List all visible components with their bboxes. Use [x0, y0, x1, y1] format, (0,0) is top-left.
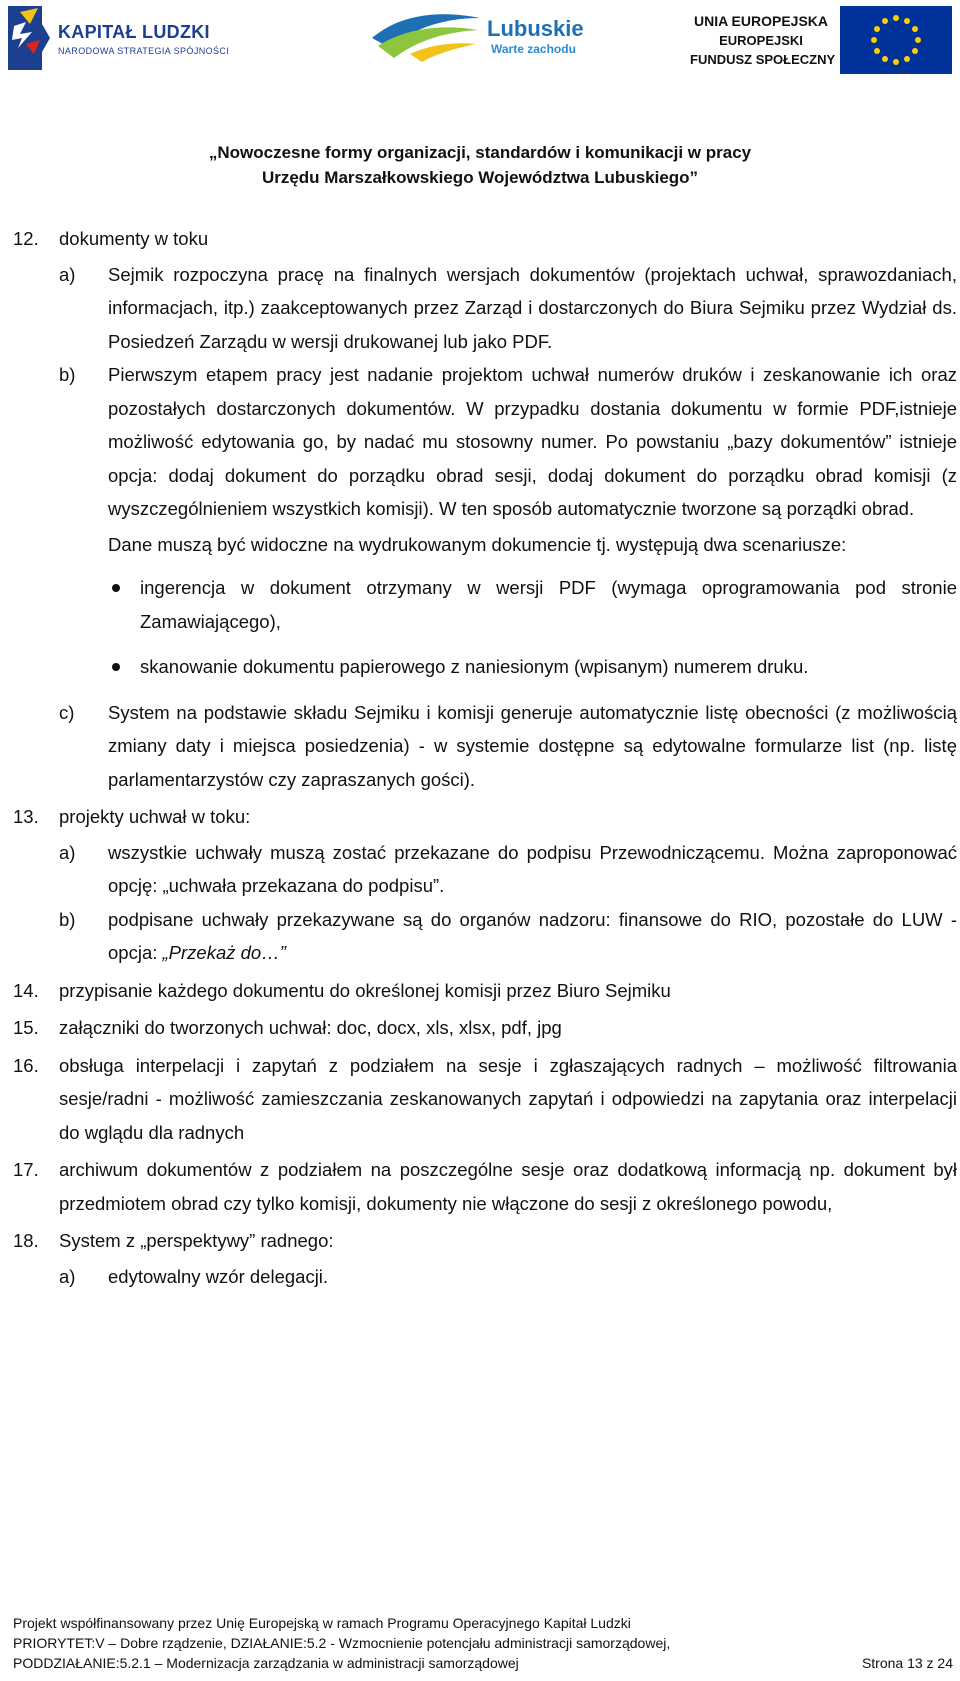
- eu-line-1: UNIA EUROPEJSKA: [693, 13, 829, 29]
- lubuskie-swoosh-icon: [370, 8, 482, 64]
- sub-item-12c: [13, 696, 957, 797]
- bullet-text: ingerencja w dokument otrzymany w wersji PDF (wymaga oprogramowania pod stronie Zamawiającego),: [140, 577, 957, 632]
- sub-item-text: System na podstawie składu Sejmiku i komisji generuje automatycznie listę obecności (z możliwością zmiany daty i miejsca posiedzenia) - w systemie dostępne są edytowalne formularze list (np. listę parlamentarzystów czy zapraszanych gości).: [108, 701, 957, 790]
- item-text: obsługa interpelacji i zapytań z podziałem na sesje i zgłaszających radnych – możliwość filtrowania sesje/radni - możliwość zamieszczania zeskanowanych zapytań i odpowiedzi na zapytania oraz interpelacji do wglądu dla radnych: [59, 1054, 957, 1143]
- item-number: 16.: [13, 1054, 39, 1076]
- lubuskie-logo: [370, 4, 590, 74]
- kapital-ludzki-logo: [6, 4, 230, 74]
- sub-item-letter: a): [59, 1265, 76, 1287]
- eu-esf-logo: [690, 4, 956, 76]
- page-number: Strona 13 z 24: [861, 1655, 953, 1671]
- sub-item-text: Pierwszym etapem pracy jest nadanie projektom uchwał numerów druków i zeskanowanie ich oraz pozostałych dostarczonych dokumentów. W przypadku dostania dokumentu w formie PDF,istnieje możliwość edytowania go, by nadać mu stosowny numer. Po powstaniu „bazy dokumentów” istnieje opcja: dodaj dokument do porządku obrad sesji, dodaj dokument do porządku obrad komisji (z wyszczególnieniem wszystkich komisji). W ten sposób automatycznie tworzone są porządki obrad.: [108, 364, 957, 519]
- sub-item-text: Sejmik rozpoczyna pracę na finalnych wersjach dokumentów (projektach uchwał, sprawozdaniach, informacjach, itp.) zaakceptowanych przez Zarząd i dostarczonych do Biura Sejmiku przez Wydział ds. Posiedzeń Zarządu w wersji drukowanej lub jako PDF.: [108, 263, 957, 352]
- sub-item-letter: b): [59, 364, 76, 385]
- item-number: 18.: [13, 1230, 39, 1251]
- item-text: załączniki do tworzonych uchwał: doc, docx, xls, xlsx, pdf, jpg: [59, 1017, 562, 1038]
- item-number: 14.: [13, 979, 39, 1001]
- list-item-16: [13, 1049, 957, 1150]
- bullet-icon: [112, 663, 120, 671]
- header-line-2: Urzędu Marszałkowskiego Województwa Lubuskiego”: [261, 168, 699, 187]
- list-item-14: [13, 974, 957, 1008]
- sub-item-text: wszystkie uchwały muszą zostać przekazane do podpisu Przewodniczącemu. Można zaproponować opcję: „uchwała przekazana do podpisu”.: [108, 841, 957, 896]
- item-number: 13.: [13, 806, 39, 827]
- item-title: projekty uchwał w toku:: [59, 806, 251, 827]
- list-item-17: [13, 1153, 957, 1220]
- bullet-item: [108, 571, 957, 638]
- document-header: [0, 140, 960, 190]
- sub-item-12a: [13, 258, 957, 359]
- page-footer: [13, 1613, 953, 1673]
- sub-item-letter: a): [59, 263, 76, 285]
- sub-item-letter: a): [59, 841, 76, 863]
- sub-item-letter: c): [59, 701, 75, 723]
- kapital-ludzki-title: KAPITAŁ LUDZKI: [58, 22, 210, 42]
- item-number: 17.: [13, 1159, 39, 1180]
- list-item-18: [13, 1224, 957, 1293]
- sub-item-text: edytowalny wzór delegacji.: [108, 1265, 329, 1287]
- footer-line-2: PRIORYTET:V – Dobre rządzenie, DZIAŁANIE:5.2 - Wzmocnienie potencjału administracji samorządowej,: [13, 1635, 671, 1651]
- item-number: 15.: [13, 1017, 39, 1038]
- eu-flag-icon: [840, 6, 952, 74]
- kapital-ludzki-subtitle: NARODOWA STRATEGIA SPÓJNOŚCI: [58, 46, 230, 56]
- kapital-ludzki-emblem-icon: [6, 4, 52, 72]
- sub-item-text: [108, 903, 957, 970]
- sub-item-13a: [13, 836, 957, 903]
- sub-item-paragraph: Dane muszą być widoczne na wydrukowanym dokumencie tj. występują dwa scenariusze:: [108, 533, 847, 555]
- item-text: archiwum dokumentów z podziałem na poszczególne sesje oraz dodatkową informacją np. dokument był przedmiotem obrad czy tylko komisji, dokumenty nie włączone do sesji z określonego powodu,: [59, 1159, 957, 1214]
- eu-esf-text: [690, 12, 836, 69]
- footer-line-1: Projekt współfinansowany przez Unię Europejską w ramach Programu Operacyjnego Kapitał Ludzki: [13, 1615, 631, 1631]
- bullet-item: [108, 650, 957, 684]
- lubuskie-title: Lubuskie: [487, 16, 584, 41]
- logo-band: [0, 0, 960, 80]
- sub-item-13b: [13, 903, 957, 970]
- bullet-icon: [112, 584, 120, 592]
- sub-item-letter: b): [59, 908, 76, 930]
- sub-item-12b: [13, 358, 957, 684]
- item-title: dokumenty w toku: [59, 228, 209, 249]
- eu-line-3: FUNDUSZ SPOŁECZNY: [690, 52, 836, 67]
- list-item-12: [13, 222, 957, 796]
- list-item-13: [13, 800, 957, 970]
- eu-line-2: EUROPEJSKI: [719, 33, 803, 48]
- item-text: przypisanie każdego dokumentu do określonej komisji przez Biuro Sejmiku: [59, 979, 671, 1001]
- option-label: „Przekaż do…”: [162, 942, 286, 963]
- lubuskie-subtitle: Warte zachodu: [491, 42, 576, 56]
- sub-item-text-main: podpisane uchwały przekazywane są do organów nadzoru: finansowe do RIO, pozostałe do LUW - opcja:: [108, 908, 957, 963]
- footer-line-3: PODDZIAŁANIE:5.2.1 – Modernizacja zarządzania w administracji samorządowej: [13, 1655, 519, 1671]
- header-line-1: „Nowoczesne formy organizacji, standardów i komunikacji w pracy: [208, 143, 752, 162]
- document-body: [13, 222, 957, 1297]
- item-number: 12.: [13, 228, 39, 249]
- bullet-list: [108, 571, 957, 684]
- item-title: System z „perspektywy” radnego:: [59, 1230, 334, 1251]
- sub-item-18a: [13, 1260, 957, 1294]
- bullet-text: skanowanie dokumentu papierowego z naniesionym (wpisanym) numerem druku.: [140, 656, 809, 677]
- list-item-15: [13, 1011, 957, 1045]
